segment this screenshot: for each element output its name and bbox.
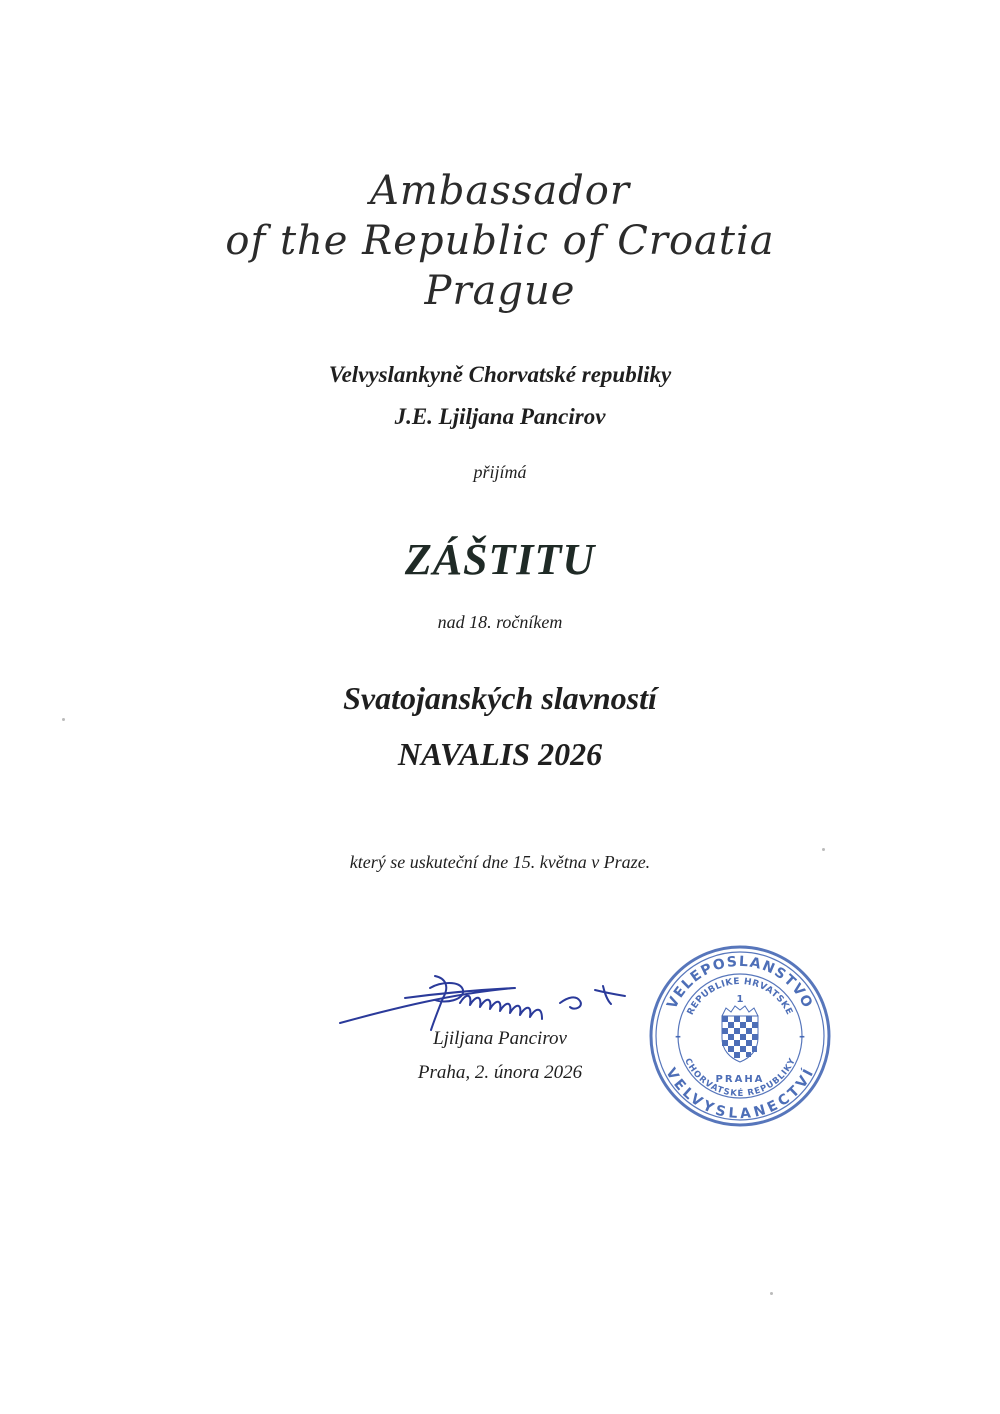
letterhead-city: Prague [424, 268, 576, 314]
scan-speck [770, 1292, 773, 1295]
stamp-inner-top: REPUBLIKE HRVATSKE [685, 976, 795, 1017]
ambassadress-title: Velvyslankyně Chorvatské republiky [328, 362, 672, 387]
svg-text:–: – [799, 1029, 805, 1043]
scan-speck [62, 718, 65, 721]
event-title: Svatojanských slavností [343, 680, 657, 716]
letterhead-republic: of the Republic of Croatia [225, 218, 775, 264]
accepts-text: přijímá [473, 462, 527, 482]
scan-speck [822, 848, 825, 851]
stamp-inner-bottom: CHORVATSKÉ REPUBLIKY [682, 1056, 798, 1099]
stamp-number: 1 [736, 994, 744, 1005]
event-details: který se uskuteční dne 15. května v Praze. [349, 852, 651, 872]
svg-text:–: – [675, 1029, 681, 1043]
coat-of-arms-icon [722, 1006, 758, 1062]
signatory-name: Ljiljana Pancirov [433, 1028, 567, 1049]
place-and-date: Praha, 2. února 2026 [417, 1062, 583, 1083]
edition-text: nad 18. ročníkem [437, 612, 563, 632]
embassy-stamp [648, 944, 832, 1128]
patronage-heading: ZÁŠTITU [404, 535, 596, 584]
stamp-city: PRAHA [715, 1074, 765, 1085]
letterhead-ambassador: Ambassador [370, 168, 630, 214]
event-name: NAVALIS 2026 [397, 736, 603, 772]
stamp-outer-top: VELEPOSLANSTVO [664, 953, 816, 1012]
stamp-outer-bottom: VELVYSLANECTVÍ [662, 1065, 818, 1122]
ambassadress-name: J.E. Ljiljana Pancirov [394, 404, 606, 429]
